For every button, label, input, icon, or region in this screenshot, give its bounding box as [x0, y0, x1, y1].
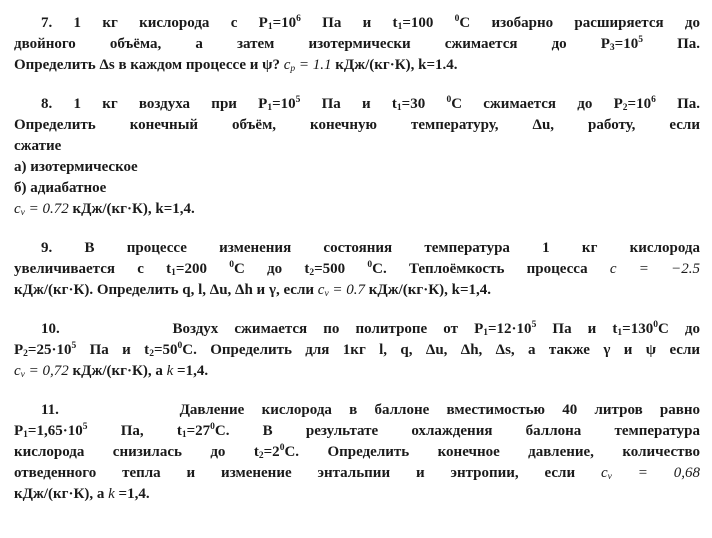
- text-line: [14, 319, 700, 340]
- text-run: =1,4.: [173, 363, 209, 379]
- superscript-run: 5: [71, 341, 77, 351]
- superscript-run: 5: [82, 422, 88, 432]
- text-run: c: [609, 261, 617, 277]
- text-run: =200: [175, 261, 230, 277]
- superscript-run: 5: [638, 35, 643, 45]
- text-run: =2: [263, 444, 280, 460]
- text-run: =100: [402, 15, 455, 31]
- text-run: Па и t: [300, 15, 398, 31]
- subscript-run: 1: [396, 103, 402, 113]
- text-line: [14, 13, 700, 34]
- text-line: [14, 157, 700, 178]
- subscript-run: 2: [258, 451, 264, 461]
- superscript-run: 0: [177, 341, 183, 351]
- text-run: увеличивается с t: [14, 261, 172, 277]
- text-run: кДж/(кг·К), k=1,4.: [68, 201, 195, 217]
- text-run: c: [600, 465, 608, 481]
- subscript-run: v: [607, 472, 612, 482]
- text-run: С сжимается до P: [451, 96, 623, 112]
- text-run: c: [14, 201, 21, 217]
- text-run: кДж/(кг·К). Определить q, l, Δu, Δh и γ, если: [14, 282, 318, 298]
- text-run: =10: [272, 96, 296, 112]
- text-line: [14, 484, 700, 505]
- superscript-run: 0: [454, 14, 460, 24]
- subscript-run: 1: [483, 328, 488, 338]
- text-line: [14, 259, 700, 280]
- subscript-run: 1: [617, 328, 623, 338]
- text-line: [14, 340, 700, 361]
- text-run: кислорода снизилась до t: [14, 444, 259, 460]
- superscript-run: 0: [229, 260, 234, 270]
- subscript-run: 2: [149, 349, 154, 359]
- text-run: Па и t: [76, 342, 150, 358]
- text-run: Определить Δs в каждом процессе и ψ?: [14, 57, 284, 73]
- subscript-run: 3: [609, 43, 615, 53]
- text-run: = 0,68: [611, 465, 700, 481]
- subscript-run: 1: [267, 103, 273, 113]
- text-run: = −2.5: [616, 261, 700, 277]
- text-run: отведенного тепла и изменение энтальпии и энтропии, если: [14, 465, 601, 481]
- text-run: С. Определить для 1кг l, q, Δu, Δh, Δs, а также γ и ψ если: [182, 342, 700, 358]
- subscript-run: 2: [622, 103, 628, 113]
- text-run: =10: [272, 15, 297, 31]
- text-run: =10: [627, 96, 652, 112]
- text-line: [14, 55, 700, 76]
- subscript-run: 2: [23, 349, 28, 359]
- text-run: =130: [622, 321, 654, 337]
- text-run: = 1.1: [295, 57, 332, 73]
- text-run: = 0.7: [328, 282, 366, 298]
- subscript-run: 1: [181, 430, 187, 440]
- text-run: С до t: [233, 261, 310, 277]
- text-run: С. Определить конечное давление, количество: [284, 444, 700, 460]
- text-run: = 0.72: [24, 201, 69, 217]
- superscript-run: 5: [531, 320, 537, 330]
- text-line: [14, 199, 700, 220]
- subscript-run: p: [290, 64, 296, 74]
- text-run: 8. 1 кг воздуха при P: [41, 96, 268, 112]
- text-run: двойного объёма, а затем изотермически сжимается до P: [14, 36, 610, 52]
- subscript-run: 1: [397, 22, 403, 32]
- text-run: кДж/(кг·К), а: [68, 363, 167, 379]
- text-run: 9. В процессе изменения состояния температура 1 кг кислорода: [41, 240, 700, 256]
- subscript-run: 2: [309, 268, 315, 278]
- text-run: =50: [153, 342, 178, 358]
- subscript-run: v: [20, 208, 25, 218]
- text-line: [14, 442, 700, 463]
- text-run: сжатие: [14, 138, 62, 154]
- text-run: k: [166, 363, 174, 379]
- text-run: =25·10: [27, 342, 72, 358]
- text-run: =27: [186, 423, 211, 439]
- superscript-run: 0: [446, 95, 452, 105]
- text-run: кДж/(кг·К), k=1.4.: [331, 57, 458, 73]
- problem-8: [14, 94, 700, 220]
- superscript-run: 0: [210, 422, 215, 432]
- text-run: С. Теплоёмкость процесса: [372, 261, 610, 277]
- text-run: k: [108, 486, 115, 502]
- superscript-run: 6: [651, 95, 656, 105]
- text-run: С. В результате охлаждения баллона температура: [214, 423, 700, 439]
- text-run: =500: [314, 261, 368, 277]
- problem-11: [14, 400, 700, 505]
- text-run: =1,4.: [114, 486, 150, 502]
- problem-7: [14, 13, 700, 76]
- problem-10: [14, 319, 700, 382]
- text-run: Па.: [642, 36, 700, 52]
- text-run: = 0,72: [24, 363, 69, 379]
- superscript-run: 0: [367, 260, 373, 270]
- text-run: =1,65·10: [27, 423, 83, 439]
- text-run: С до: [657, 321, 701, 337]
- subscript-run: 1: [23, 430, 28, 440]
- subscript-run: v: [324, 289, 329, 299]
- text-run: 7. 1 кг кислорода с P: [41, 15, 268, 31]
- text-line: [14, 34, 700, 55]
- text-line: [14, 463, 700, 484]
- text-line: [14, 178, 700, 199]
- subscript-run: 1: [171, 268, 176, 278]
- text-run: С изобарно расширяется до: [459, 15, 700, 31]
- text-run: c: [14, 363, 21, 379]
- text-run: c: [283, 57, 291, 73]
- text-run: 11. Давление кислорода в баллоне вместимостью 40 литров равно: [41, 402, 700, 418]
- text-run: Па и t: [300, 96, 397, 112]
- text-run: а) изотермическое: [14, 159, 138, 175]
- text-run: 10. Воздух сжимается по политропе от P: [41, 321, 484, 337]
- problem-9: [14, 238, 700, 301]
- text-run: б) адиабатное: [14, 180, 107, 196]
- superscript-run: 0: [653, 320, 658, 330]
- superscript-run: 0: [279, 443, 285, 453]
- text-run: кДж/(кг·К), а: [14, 486, 109, 502]
- text-line: [14, 94, 700, 115]
- text-run: =30: [401, 96, 447, 112]
- subscript-run: 1: [267, 22, 273, 32]
- superscript-run: 6: [296, 14, 301, 24]
- text-run: P: [14, 342, 24, 358]
- text-line: [14, 136, 700, 157]
- text-run: Па, t: [87, 423, 182, 439]
- text-line: [14, 238, 700, 259]
- text-run: P: [14, 423, 24, 439]
- text-line: [14, 115, 700, 136]
- text-run: =10: [614, 36, 639, 52]
- text-run: =12·10: [488, 321, 532, 337]
- text-line: [14, 400, 700, 421]
- text-line: [14, 280, 700, 301]
- text-run: кДж/(кг·К), k=1,4.: [365, 282, 492, 298]
- text-line: [14, 361, 700, 382]
- text-run: Па и t: [536, 321, 618, 337]
- text-line: [14, 421, 700, 442]
- subscript-run: v: [20, 370, 25, 380]
- text-run: Па.: [655, 96, 700, 112]
- text-run: c: [317, 282, 325, 298]
- text-run: Определить конечный объём, конечную температуру, Δu, работу, если: [14, 117, 700, 133]
- superscript-run: 5: [295, 95, 301, 105]
